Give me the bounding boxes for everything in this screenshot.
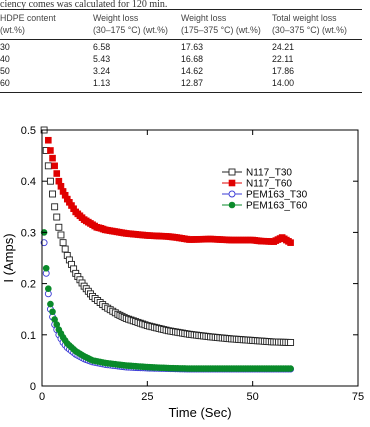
chart-svg xyxy=(0,110,370,422)
table-cell: 30 xyxy=(0,42,10,52)
header-total-line2: (30–375 °C) (wt.%) xyxy=(272,25,347,35)
header-loss2-line1: Weight loss xyxy=(181,13,227,23)
x-axis-label: Time (Sec) xyxy=(168,405,232,420)
table-cell: 14.00 xyxy=(272,78,295,88)
data-point xyxy=(47,178,53,184)
legend-label: N117_T60 xyxy=(246,178,292,190)
series-pem163-t60 xyxy=(41,229,293,371)
header-total-line1: Total weight loss xyxy=(272,13,337,23)
x-tick-label: 0 xyxy=(38,391,46,403)
header-loss2-line2: (175–375 °C) (wt.%) xyxy=(181,25,261,35)
legend-marker xyxy=(229,191,235,197)
data-point xyxy=(50,155,56,161)
y-axis-label: I (Amps) xyxy=(1,233,16,283)
chart-legend xyxy=(222,168,308,212)
header-hdpe-line1: HDPE content xyxy=(0,13,56,23)
data-point xyxy=(45,137,51,143)
legend-label: PEM163_T30 xyxy=(246,189,308,201)
table-cell: 1.13 xyxy=(93,78,111,88)
table-cell: 24.21 xyxy=(272,42,295,52)
y-tick-label: 0 xyxy=(29,381,36,393)
table-cell: 17.63 xyxy=(181,42,204,52)
legend-item xyxy=(222,201,308,212)
table-cell: 12.87 xyxy=(181,78,204,88)
data-point xyxy=(54,214,60,220)
y-tick-label: 0.3 xyxy=(20,227,36,240)
legend-item xyxy=(222,168,292,179)
header-loss1-line1: Weight loss xyxy=(93,13,139,23)
table-cell: 6.58 xyxy=(93,42,111,52)
table-cell: 17.86 xyxy=(272,66,295,76)
data-point xyxy=(58,232,64,238)
table-cell: 60 xyxy=(0,78,10,88)
header-hdpe-line2: (wt.%) xyxy=(0,25,25,35)
legend-label: PEM163_T60 xyxy=(246,200,308,212)
table-cell: 50 xyxy=(0,66,10,76)
data-point xyxy=(43,265,49,271)
legend-label: N117_T30 xyxy=(246,167,292,179)
y-tick-label: 0.1 xyxy=(20,329,36,342)
table-top-rule xyxy=(0,9,362,10)
data-point xyxy=(47,147,53,153)
data-point xyxy=(45,163,51,169)
data-point xyxy=(54,171,60,177)
series-layer xyxy=(41,127,293,372)
legend-marker xyxy=(229,180,235,186)
y-tick-label: 0.5 xyxy=(20,125,36,137)
data-point xyxy=(45,286,51,292)
legend-item xyxy=(222,190,308,201)
data-point xyxy=(50,309,56,315)
data-point xyxy=(288,339,294,345)
table-cell: 16.68 xyxy=(181,54,204,64)
table-cell: 14.62 xyxy=(181,66,204,76)
table-cell: 22.11 xyxy=(272,54,294,64)
y-tick-label: 0.2 xyxy=(20,278,36,291)
table-header-rule xyxy=(0,39,362,40)
table-cell: 3.24 xyxy=(93,66,111,76)
table-cell: 5.43 xyxy=(93,54,111,64)
y-tick-label: 0.4 xyxy=(20,176,36,189)
data-point xyxy=(288,240,294,246)
data-point xyxy=(52,204,58,210)
legend-marker xyxy=(229,169,235,175)
legend-item xyxy=(222,179,292,190)
data-point xyxy=(50,191,56,197)
header-loss1-line2: (30–175 °C) (wt.%) xyxy=(93,25,168,35)
data-point xyxy=(56,224,62,230)
data-point xyxy=(47,301,53,307)
current-decay-chart xyxy=(0,110,370,422)
data-point xyxy=(52,163,58,169)
data-point xyxy=(288,366,294,372)
x-tick-label: 50 xyxy=(246,391,259,403)
data-point xyxy=(60,240,66,246)
table-bottom-rule xyxy=(0,92,362,93)
plot-frame xyxy=(42,130,358,386)
legend-marker xyxy=(229,202,235,208)
x-tick-label: 25 xyxy=(141,391,154,403)
table-cell: 40 xyxy=(0,54,10,64)
data-point xyxy=(62,246,68,252)
caption-tail: ciency comes was calculated for 120 min. xyxy=(0,0,168,10)
x-tick-label: 75 xyxy=(351,391,365,403)
